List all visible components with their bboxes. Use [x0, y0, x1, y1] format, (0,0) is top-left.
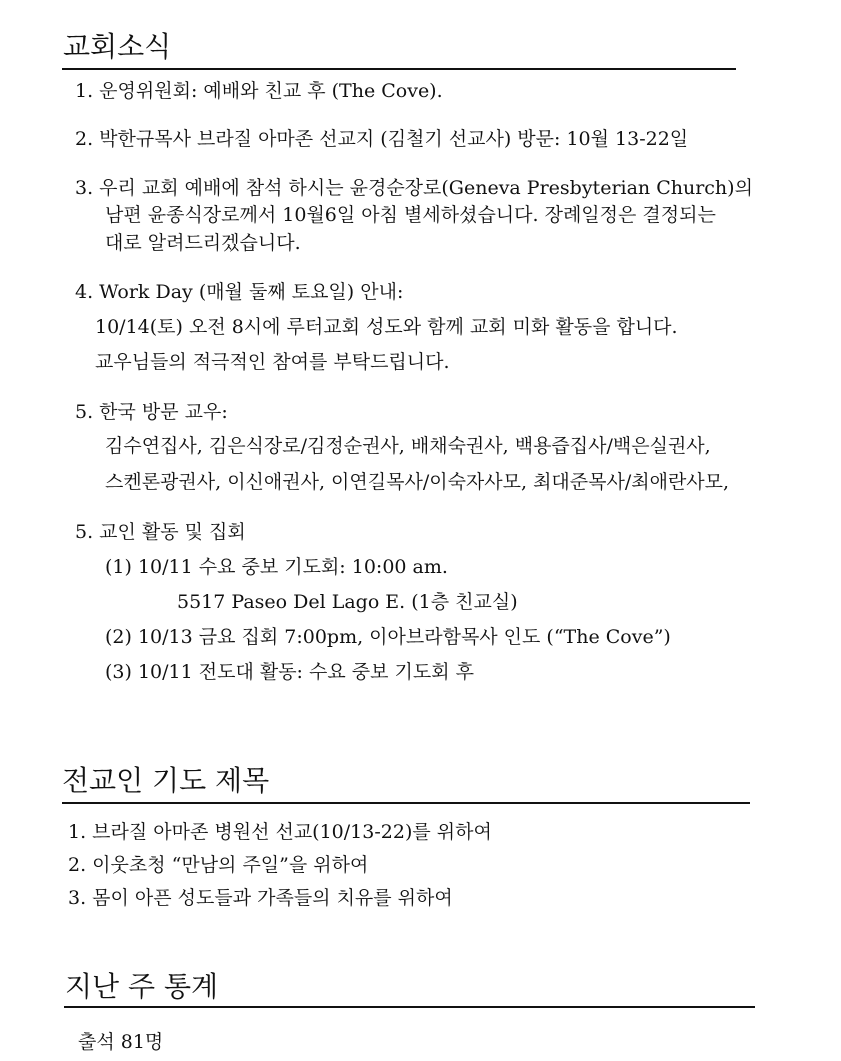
- news-item-3-line-3: 대로 알려드리겠습니다.: [105, 232, 301, 254]
- news-item-5-line-1: 5. 한국 방문 교우:: [75, 401, 228, 423]
- prayer-item-2: 2. 이웃초청 “만남의 주일”을 위하여: [68, 854, 369, 876]
- stats-heading: 지난 주 통계: [65, 970, 219, 1003]
- prayer-heading: 전교인 기도 제목: [62, 764, 270, 797]
- prayer-item-3: 3. 몸이 아픈 성도들과 가족들의 치유를 위하여: [68, 887, 453, 909]
- news-item-6-line-3: 5517 Paseo Del Lago E. (1층 친교실): [177, 591, 518, 613]
- attendance-count: 출석 81명: [78, 1031, 164, 1053]
- church-news-divider: [62, 68, 736, 70]
- prayer-divider: [62, 802, 750, 804]
- news-item-1: 1. 운영위원회: 예배와 친교 후 (The Cove).: [75, 80, 443, 102]
- news-item-6-line-1: 5. 교인 활동 및 집회: [75, 521, 246, 543]
- news-item-6-line-2: (1) 10/11 수요 중보 기도회: 10:00 am.: [105, 556, 448, 578]
- news-item-4-line-2: 10/14(토) 오전 8시에 루터교회 성도와 함께 교회 미화 활동을 합니다.: [95, 316, 678, 338]
- news-item-6-line-5: (3) 10/11 전도대 활동: 수요 중보 기도회 후: [105, 661, 474, 683]
- news-item-4-line-1: 4. Work Day (매월 둘째 토요일) 안내:: [75, 281, 404, 303]
- news-item-5-line-3: 스켄론광권사, 이신애권사, 이연길목사/이숙자사모, 최대준목사/최애란사모,: [105, 471, 730, 493]
- prayer-item-1: 1. 브라질 아마존 병원선 선교(10/13-22)를 위하여: [68, 821, 492, 843]
- news-item-4-line-3: 교우님들의 적극적인 참여를 부탁드립니다.: [95, 351, 450, 373]
- news-item-6-line-4: (2) 10/13 금요 집회 7:00pm, 이아브라함목사 인도 (“The Cove”): [105, 626, 671, 648]
- news-item-3-line-2: 남편 윤종식장로께서 10월6일 아침 별세하셨습니다. 장례일정은 결정되는: [105, 204, 716, 226]
- news-item-3-line-1: 3. 우리 교회 예배에 참석 하시는 윤경순장로(Geneva Presbyterian Church)의: [75, 177, 753, 199]
- news-item-2: 2. 박한규목사 브라질 아마존 선교지 (김철기 선교사) 방문: 10월 13-22일: [75, 128, 689, 150]
- church-news-heading: 교회소식: [63, 30, 172, 63]
- stats-divider: [64, 1006, 755, 1008]
- news-item-5-line-2: 김수연집사, 김은식장로/김정순권사, 배채숙권사, 백용즙집사/백은실권사,: [105, 435, 711, 457]
